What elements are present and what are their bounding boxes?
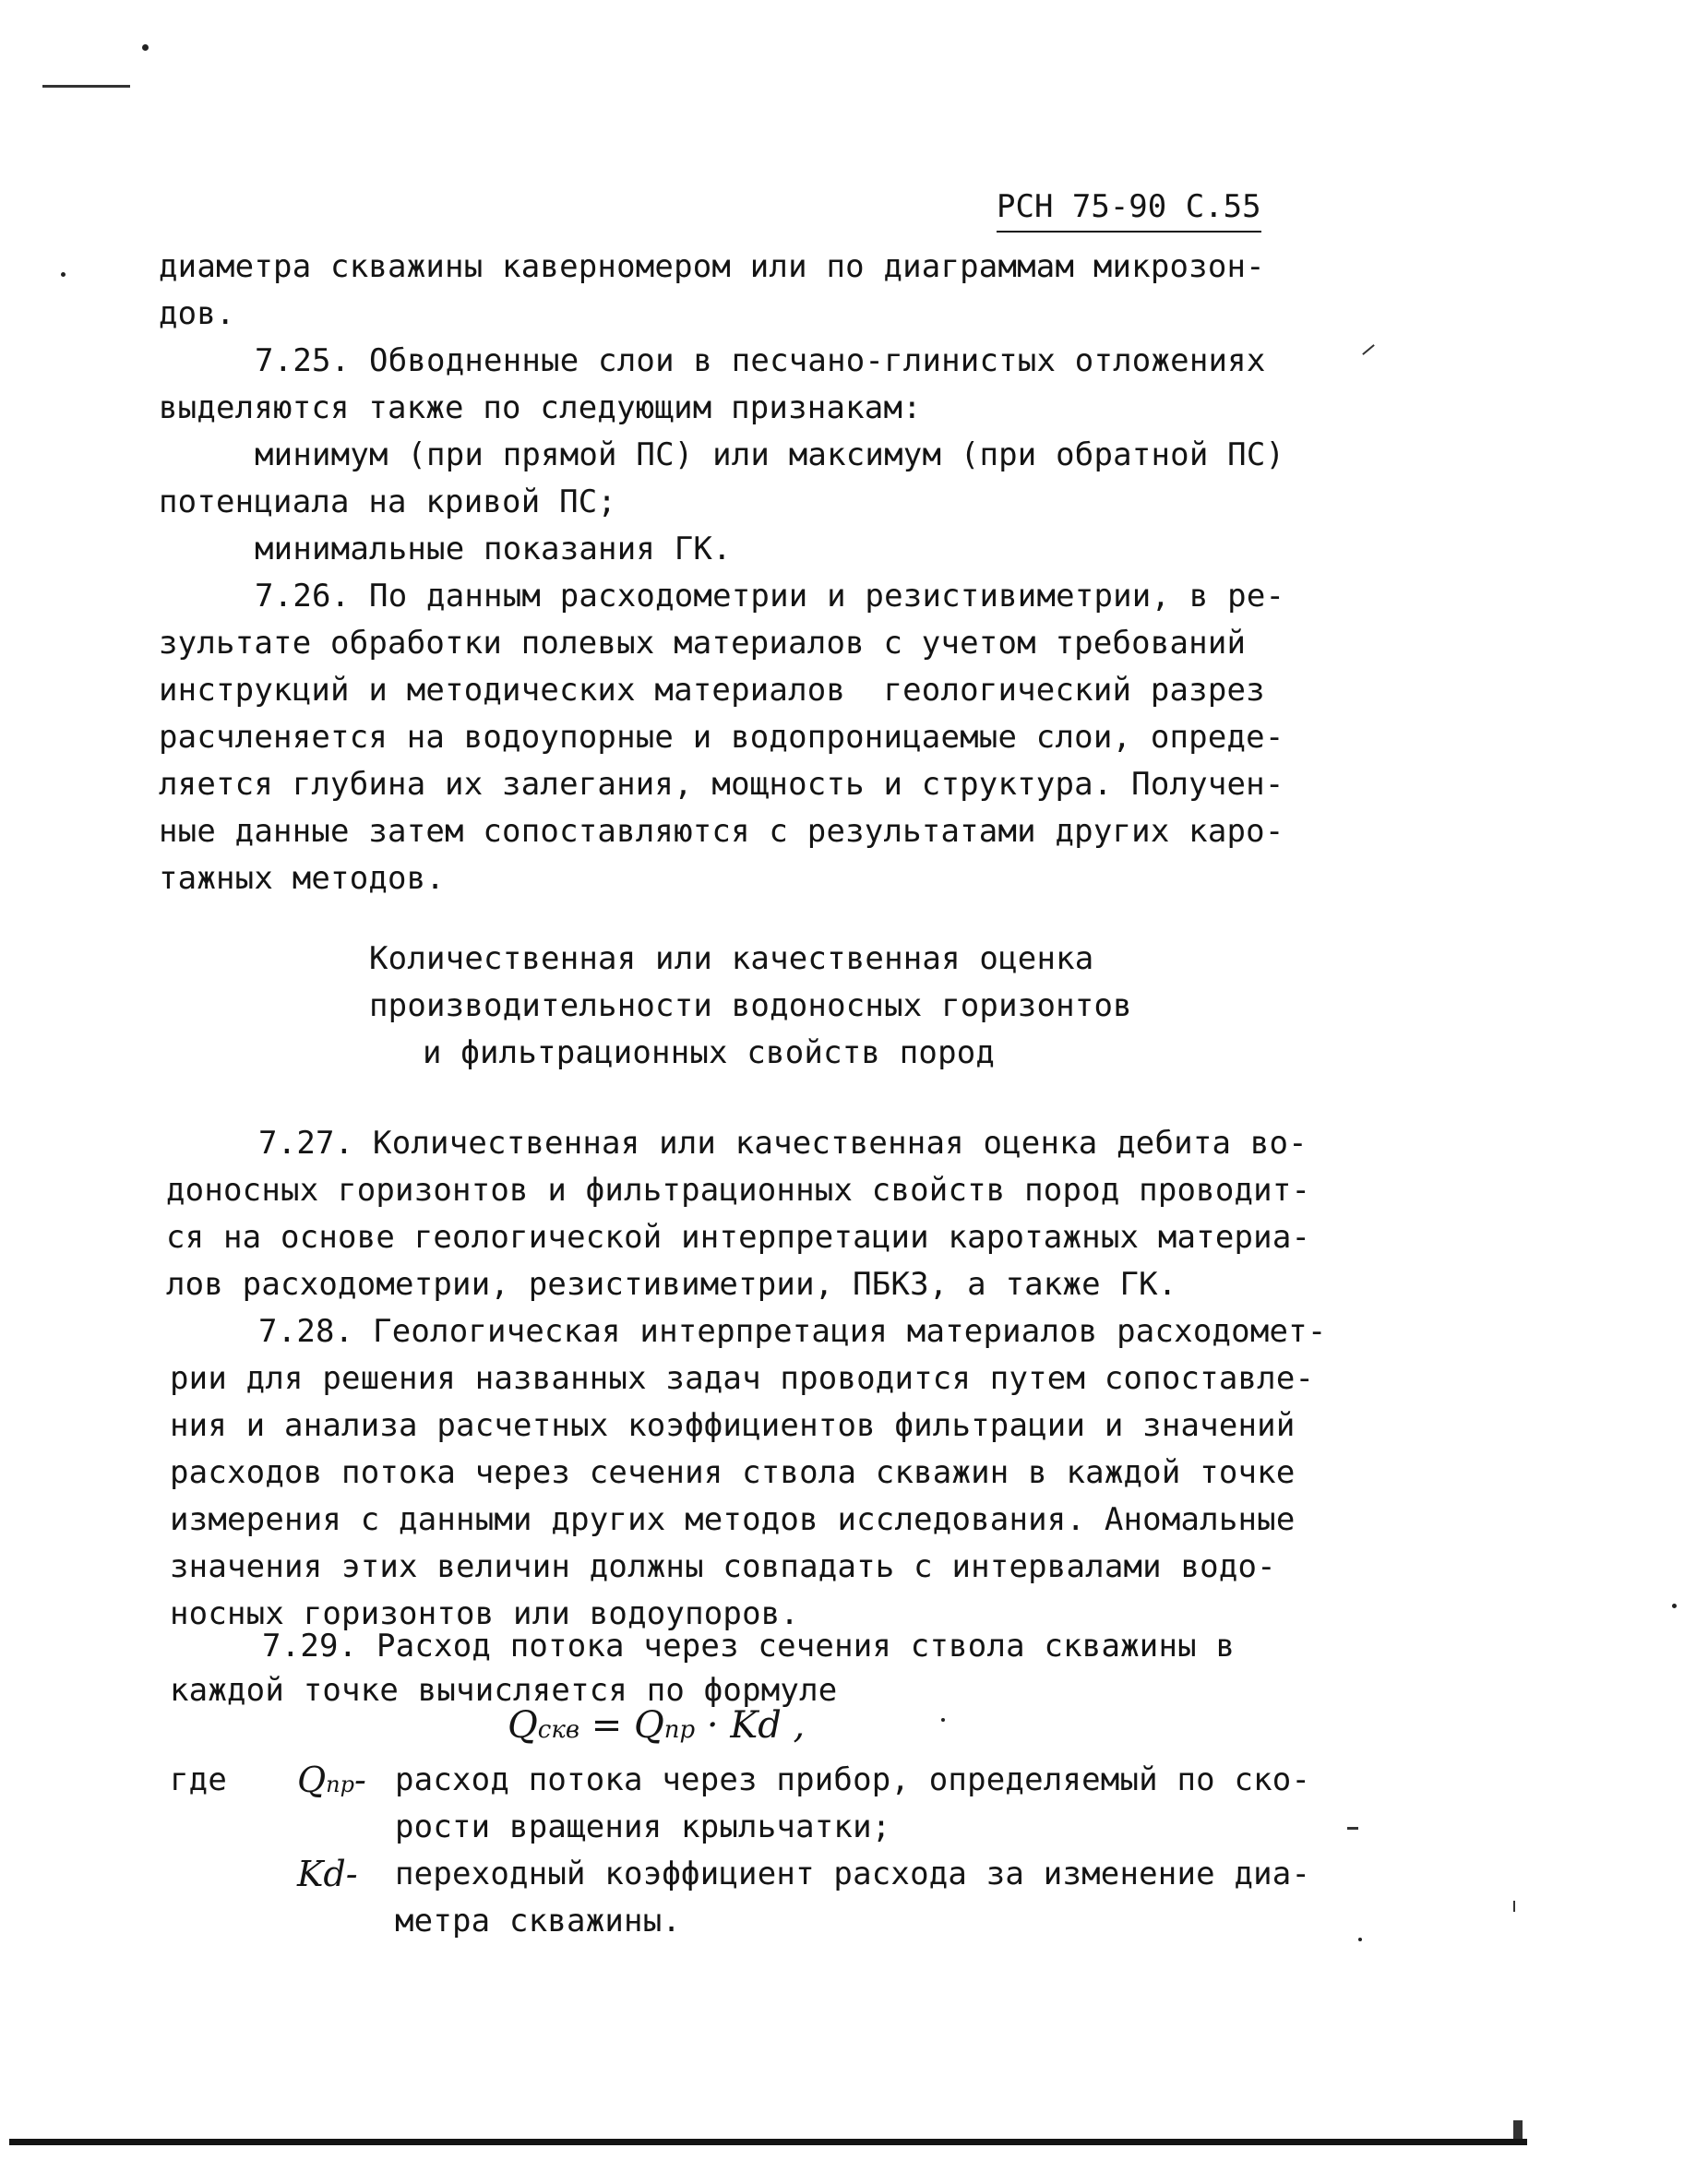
text-line: расчленяется на водоупорные и водопроницаемые слои, опреде- — [159, 719, 1284, 756]
paragraph-7-25-start: 7.25. Обводненные слои в песчано-глинистых отложениях — [255, 342, 1266, 379]
text-line: выделяются также по следующим признакам: — [159, 389, 922, 426]
text-line: инструкций и методических материалов геологический разрез — [159, 672, 1265, 709]
text-line: ния и анализа расчетных коэффициентов фильтрации и значений — [170, 1407, 1296, 1444]
text-line: лов расходометрии, резистивиметрии, ПБКЗ, а также ГК. — [166, 1266, 1177, 1303]
paragraph-7-27-start: 7.27. Количественная или качественная оценка дебита во- — [258, 1125, 1308, 1162]
formula-lhs: Q — [508, 1704, 538, 1747]
formula — [508, 1702, 805, 1753]
text-line: расходов потока через сечения ствола скважин в каждой точке — [170, 1454, 1296, 1491]
text-line: носных горизонтов или водоупоров. — [170, 1595, 800, 1632]
scan-mark — [1513, 2120, 1523, 2141]
scan-speck — [1672, 1604, 1677, 1608]
scan-speck — [941, 1718, 945, 1722]
text-line: тажных методов. — [159, 860, 446, 897]
paragraph-7-26-start: 7.26. По данным расходометрии и резистивиметрии, в ре- — [255, 578, 1285, 615]
formula-rhs-q: Q — [633, 1704, 664, 1747]
kd-symbol-letters: Kd — [297, 1854, 346, 1894]
qpr-symbol-letter: Q — [297, 1760, 327, 1800]
qpr-dash: - — [353, 1760, 366, 1800]
qpr-symbol — [297, 1758, 366, 1808]
bottom-scan-edge — [9, 2139, 1527, 2145]
formula-comma: , — [781, 1704, 806, 1747]
section-title-line: производительности водоносных горизонтов — [369, 987, 1132, 1024]
section-title-line: и фильтрационных свойств пород — [423, 1034, 996, 1071]
formula-multiply: · — [695, 1704, 731, 1747]
document-header-code: РСН 75-90 С.55 — [997, 185, 1261, 233]
scan-mark — [1513, 1901, 1515, 1912]
scan-speck — [142, 44, 149, 51]
formula-equals: = — [579, 1704, 634, 1747]
qpr-symbol-subscript: пр — [326, 1772, 354, 1797]
text-line: значения этих величин должны совпадать с интервалами водо- — [170, 1548, 1276, 1585]
kd-symbol — [297, 1852, 358, 1897]
text-line: зультате обработки полевых материалов с учетом требований — [159, 625, 1247, 662]
where-label: где — [170, 1761, 228, 1798]
text-line: минимум (при прямой ПС) или максимум (при обратной ПС) — [255, 436, 1285, 473]
text-line: диаметра скважины каверномером или по диаграммам микрозон- — [159, 248, 1265, 285]
text-line: дов. — [159, 295, 235, 332]
scan-mark — [1347, 1827, 1358, 1830]
text-line: каждой точке вычисляется по формуле — [170, 1672, 838, 1709]
text-line: ные данные затем сопоставляются с результатами других каро- — [159, 813, 1284, 850]
text-line: измерения с данными других методов исследования. Аномальные — [170, 1501, 1296, 1538]
text-line: ляется глубина их залегания, мощность и структура. Получен- — [159, 766, 1284, 803]
formula-rhs-q-subscript: пр — [663, 1716, 696, 1744]
scan-speck — [1358, 1938, 1362, 1941]
paragraph-7-28-start: 7.28. Геологическая интерпретация материалов расходомет- — [258, 1313, 1327, 1350]
kd-definition-line: метра скважины. — [395, 1903, 682, 1939]
formula-lhs-subscript: скв — [537, 1716, 580, 1744]
kd-definition-line: переходный коэффициент расхода за изменение диа- — [395, 1856, 1311, 1892]
formula-rhs-kd: Kd — [730, 1704, 782, 1747]
text-line: доносных горизонтов и фильтрационных свойств пород проводит- — [166, 1172, 1311, 1209]
qpr-definition-line: рости вращения крыльчатки; — [395, 1808, 891, 1845]
kd-dash: - — [345, 1854, 358, 1894]
scan-mark — [42, 85, 130, 88]
text-line: рии для решения названных задач проводится путем сопоставле- — [170, 1360, 1315, 1397]
qpr-definition-line: расход потока через прибор, определяемый по ско- — [395, 1761, 1311, 1798]
scan-mark — [1362, 344, 1375, 355]
text-line: минимальные показания ГК. — [255, 531, 732, 567]
text-line: ся на основе геологической интерпретации каротажных материа- — [166, 1219, 1311, 1256]
text-line: потенциала на кривой ПС; — [159, 483, 617, 520]
paragraph-7-29-start: 7.29. Расход потока через сечения ствола скважины в — [262, 1628, 1236, 1665]
section-title-line: Количественная или качественная оценка — [369, 940, 1094, 977]
scan-speck — [61, 272, 66, 277]
